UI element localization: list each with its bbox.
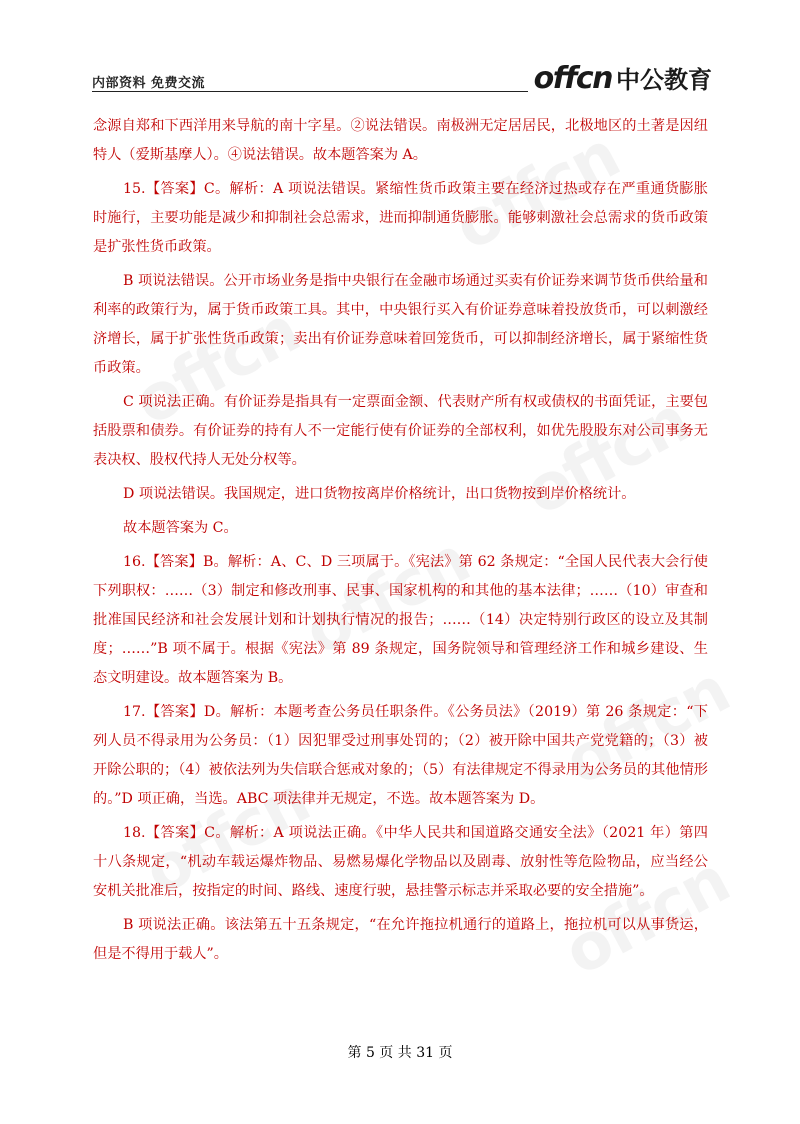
paragraph: B 项说法正确。该法第五十五条规定，“在允许拖拉机通行的道路上，拖拉机可以从事货运，但是不得用于载人”。 (93, 917, 708, 962)
paragraph: 故本题答案为 C。 (123, 520, 238, 536)
paragraph: 16.【答案】B。解析：A、C、D 三项属于。《宪法》第 62 条规定：“全国人民代表大会行使下列职权：……（3）制定和修改刑事、民事、国家机构的和其他的基本法律；……（10）审查和批准国民经济和社会发展计划和计划执行情况的报告；……（14）决定特别行政区的设立及其制度；……”B 项不属于。根据《宪法》第 89 条规定，国务院领导和管理经济工作和城乡建设、生态文明建设。故本题答案为 B。 (93, 554, 708, 686)
offcn-logo (528, 60, 712, 96)
page-number: 第 5 页 共 31 页 (347, 1045, 453, 1061)
page-header (92, 62, 712, 94)
logo-chinese: 中公教育 (616, 66, 712, 94)
paragraph: C 项说法正确。有价证券是指具有一定票面金额、代表财产所有权或债权的书面凭证，主要包括股票和债券。有价证券的持有人不一定能行使有价证券的全部权利，如优先股股东对公司事务无表决权、股权代持人无处分权等。 (93, 394, 708, 468)
paragraph: 15.【答案】C。解析：A 项说法错误。紧缩性货币政策主要在经济过热或存在严重通货膨胀时施行，主要功能是减少和抑制社会总需求，进而抑制通货膨胀。能够刺激社会总需求的货币政策是扩张性货币政策。 (93, 181, 708, 255)
paragraph: 17.【答案】D。解析：本题考查公务员任职条件。《公务员法》（2019）第 26 条规定：“下列人员不得录用为公务员：（1）因犯罪受过刑事处罚的；（2）被开除中国共产党党籍的；（3）被开除公职的；（4）被依法列为失信联合惩戒对象的；（5）有法律规定不得录用为公务员的其他情形的。”D 项正确，当选。ABC 项法律并无规定，不选。故本题答案为 D。 (93, 704, 708, 807)
paragraph: D 项说法错误。我国规定，进口货物按离岸价格统计，出口货物按到岸价格统计。 (123, 486, 636, 502)
paragraph: B 项说法错误。公开市场业务是指中央银行在金融市场通过买卖有价证券来调节货币供给量和利率的政策行为，属于货币政策工具。其中，中央银行买入有价证券意味着投放货币，可以刺激经济增长，属于扩张性货币政策；卖出有价证券意味着回笼货币，可以抑制经济增长，属于紧缩性货币政策。 (93, 273, 708, 376)
header-label: 内部资料 免费交流 (92, 76, 206, 91)
paragraph: 念源自郑和下西洋用来导航的南十字星。②说法错误。南极洲无定居居民，北极地区的土著是因纽特人（爱斯基摩人）。④说法错误。故本题答案为 A。 (93, 118, 708, 163)
answer-explanations (93, 112, 708, 974)
paragraph: 18.【答案】C。解析：A 项说法正确。《中华人民共和国道路交通安全法》（2021 年）第四十八条规定，“机动车载运爆炸物品、易燃易爆化学物品以及剧毒、放射性等危险物品，应当经公安机关批准后，按指定的时间、路线、速度行驶，悬挂警示标志并采取必要的安全措施”。 (93, 825, 708, 899)
logo-latin: offcn (533, 61, 612, 96)
